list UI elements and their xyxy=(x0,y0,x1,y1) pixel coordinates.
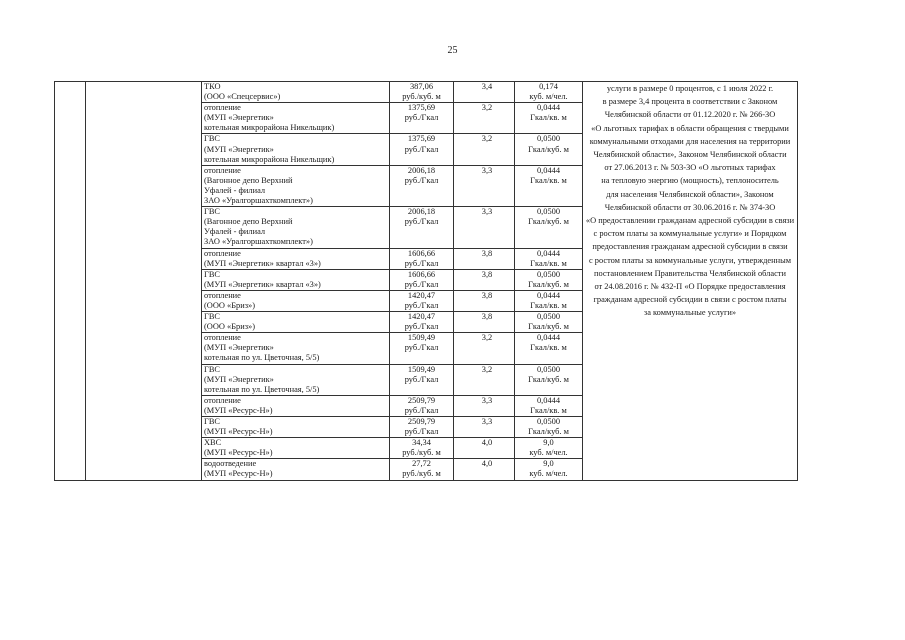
service-line: отопление xyxy=(204,290,241,300)
norm-line: куб. м/чел. xyxy=(529,92,568,102)
legal-basis-line: Челябинской области от 30.06.2016 г. № 374-ЗО xyxy=(604,202,776,212)
service-line: (МУП «Энергетик» xyxy=(204,374,274,384)
legal-basis-line: постановлением Правительства Челябинской области xyxy=(594,268,786,278)
tariff-line: руб./Гкал xyxy=(404,144,439,154)
norm-line: Гкал/куб. м xyxy=(528,374,569,384)
norm-line: Гкал/куб. м xyxy=(528,144,569,154)
tariff-line: 34,34 xyxy=(412,438,431,448)
tariff-line: 387,06 xyxy=(409,82,434,91)
norm-line: 0,0500 xyxy=(536,207,561,217)
norm-line: 0,0444 xyxy=(536,395,561,405)
service-line: (МУП «Ресурс-Н») xyxy=(204,427,273,437)
tariff-line: руб./Гкал xyxy=(404,258,439,268)
norm-line: 0,0444 xyxy=(536,248,561,258)
tariff-line: руб./куб. м xyxy=(402,469,441,479)
tariff-line: руб./Гкал xyxy=(404,322,439,332)
percent-value: 3,2 xyxy=(481,103,493,113)
legal-basis-line: за коммунальные услуги» xyxy=(643,308,737,318)
tariff-line: 1420,47 xyxy=(407,290,436,300)
service-line: котельная по ул. Цветочная, 5/5) xyxy=(204,353,320,363)
service-line: ЗАО «Уралгоршахткомплект») xyxy=(204,196,313,206)
service-line: ТКО xyxy=(204,82,221,91)
percent-cell xyxy=(454,395,515,416)
norm-cell xyxy=(515,134,583,165)
norm-line: куб. м/чел. xyxy=(529,448,568,458)
norm-cell xyxy=(515,103,583,134)
legal-basis-line: «О предоставлении гражданам адресной субсидии в связи xyxy=(585,216,795,226)
legal-basis-line: «О льготных тарифах в области обращения с твердыми xyxy=(591,123,789,133)
service-cell xyxy=(202,438,390,459)
norm-line: Гкал/кв. м xyxy=(530,113,567,123)
percent-value: 3,3 xyxy=(481,417,493,426)
service-cell xyxy=(202,290,390,311)
tariff-cell xyxy=(390,82,454,103)
tariff-line: 2509,79 xyxy=(407,417,436,426)
service-cell xyxy=(202,364,390,395)
tariff-cell xyxy=(390,459,454,480)
service-line: (ООО «Бриз») xyxy=(204,322,255,332)
percent-cell xyxy=(454,312,515,333)
service-line: ГВС xyxy=(204,134,221,144)
tariff-line: руб./Гкал xyxy=(404,113,439,123)
tariff-line: руб./куб. м xyxy=(402,448,441,458)
norm-line: 0,0500 xyxy=(536,364,561,374)
percent-cell xyxy=(454,438,515,459)
tariff-line: руб./Гкал xyxy=(404,217,439,227)
service-cell xyxy=(202,417,390,438)
service-line: (Вагонное депо Верхний xyxy=(204,175,293,185)
tariff-cell xyxy=(390,333,454,364)
percent-cell xyxy=(454,207,515,248)
norm-cell xyxy=(515,312,583,333)
tariff-cell xyxy=(390,248,454,269)
norm-line: 9,0 xyxy=(543,459,554,469)
service-cell xyxy=(202,312,390,333)
tariff-line: руб./Гкал xyxy=(404,175,439,185)
service-line: (МУП «Энергетик» xyxy=(204,113,274,123)
norm-line: Гкал/куб. м xyxy=(528,279,569,289)
tariff-cell xyxy=(390,395,454,416)
service-line: ГВС xyxy=(204,269,221,279)
service-line: отопление xyxy=(204,165,241,175)
norm-line: 0,0444 xyxy=(536,103,561,113)
norm-line: Гкал/кв. м xyxy=(530,405,567,415)
norm-cell xyxy=(515,290,583,311)
tariff-line: 1375,69 xyxy=(407,134,436,144)
page-number: 25 xyxy=(447,45,458,56)
service-cell xyxy=(202,103,390,134)
percent-value: 3,2 xyxy=(481,134,493,144)
norm-line: 0,174 xyxy=(539,82,558,91)
norm-cell xyxy=(515,438,583,459)
norm-cell xyxy=(515,269,583,290)
percent-value: 4,0 xyxy=(481,438,493,448)
service-line: отопление xyxy=(204,395,241,405)
percent-cell xyxy=(454,364,515,395)
norm-cell xyxy=(515,165,583,206)
norm-line: Гкал/кв. м xyxy=(530,175,567,185)
legal-basis-line: с ростом платы за коммунальные услуги» и Порядком xyxy=(593,229,787,239)
service-line: котельная по ул. Цветочная, 5/5) xyxy=(204,384,320,394)
tariff-line: 27,72 xyxy=(412,459,431,469)
percent-cell xyxy=(454,459,515,480)
percent-value: 3,8 xyxy=(481,312,493,322)
norm-line: Гкал/куб. м xyxy=(528,322,569,332)
service-line: отопление xyxy=(204,333,241,343)
percent-value: 3,8 xyxy=(481,248,493,258)
norm-cell xyxy=(515,459,583,480)
percent-value: 3,2 xyxy=(481,364,493,374)
service-line: отопление xyxy=(204,248,241,258)
service-line: (МУП «Ресурс-Н») xyxy=(204,448,273,458)
norm-cell xyxy=(515,417,583,438)
norm-line: Гкал/кв. м xyxy=(530,300,567,310)
tariff-line: руб./Гкал xyxy=(404,405,439,415)
percent-value: 3,3 xyxy=(481,395,493,405)
service-line: (МУП «Ресурс-Н») xyxy=(204,405,273,415)
norm-line: Гкал/кв. м xyxy=(530,258,567,268)
norm-line: 0,0500 xyxy=(536,312,561,322)
legal-basis-line: услуги в размере 0 процентов, с 1 июля 2022 г. xyxy=(606,84,774,93)
service-cell xyxy=(202,269,390,290)
tariff-line: 2509,79 xyxy=(407,395,436,405)
service-cell xyxy=(202,459,390,480)
service-line: (МУП «Ресурс-Н») xyxy=(204,469,273,479)
service-line: отопление xyxy=(204,103,241,113)
service-cell xyxy=(202,134,390,165)
tariff-line: 1420,47 xyxy=(407,312,436,322)
service-line: ГВС xyxy=(204,312,221,322)
service-line: Уфалей - филиал xyxy=(204,185,266,195)
legal-basis-line: от 24.08.2016 г. № 432-П «О Порядке предоставления xyxy=(594,282,786,292)
tariff-cell xyxy=(390,103,454,134)
service-line: (ООО «Бриз») xyxy=(204,300,255,310)
percent-cell xyxy=(454,269,515,290)
service-line: (МУП «Энергетик» квартал «3») xyxy=(204,279,321,289)
service-cell xyxy=(202,165,390,206)
tariff-line: 1509,49 xyxy=(407,364,436,374)
percent-value: 3,8 xyxy=(481,269,493,279)
row-number-cell xyxy=(55,82,86,481)
legal-basis-line: коммунальными отходами для населения на территории xyxy=(589,136,791,146)
service-line: ГВС xyxy=(204,207,221,217)
percent-value: 3,3 xyxy=(481,207,493,217)
tariff-cell xyxy=(390,269,454,290)
tariff-line: 2006,18 xyxy=(407,207,436,217)
tariff-cell xyxy=(390,417,454,438)
tariff-cell xyxy=(390,312,454,333)
norm-line: 9,0 xyxy=(543,438,554,448)
tariff-line: руб./Гкал xyxy=(404,343,439,353)
legal-basis-line: гражданам адресной субсидии в связи с ростом платы xyxy=(593,295,787,305)
tariff-line: руб./Гкал xyxy=(404,427,439,437)
service-cell xyxy=(202,207,390,248)
service-line: котельная микрорайона Никельщик) xyxy=(204,154,335,164)
legal-basis-line: для населения Челябинской области», Законом xyxy=(606,189,774,199)
percent-value: 3,3 xyxy=(481,165,493,175)
norm-line: 0,0444 xyxy=(536,290,561,300)
service-line: Уфалей - филиал xyxy=(204,227,266,237)
legal-basis-line: в размере 3,4 процента в соответствии с Законом xyxy=(602,97,778,107)
tariff-table xyxy=(54,81,798,481)
table-row xyxy=(55,82,798,103)
tariff-line: руб./Гкал xyxy=(404,300,439,310)
norm-line: 0,0444 xyxy=(536,165,561,175)
percent-cell xyxy=(454,103,515,134)
norm-line: 0,0500 xyxy=(536,134,561,144)
norm-line: Гкал/куб. м xyxy=(528,217,569,227)
norm-cell xyxy=(515,395,583,416)
norm-line: 0,0500 xyxy=(536,417,561,426)
service-line: ГВС xyxy=(204,417,221,426)
tariff-line: 1375,69 xyxy=(407,103,436,113)
norm-line: 0,0444 xyxy=(536,333,561,343)
service-line: (МУП «Энергетик» xyxy=(204,144,274,154)
tariff-line: 1606,66 xyxy=(407,269,436,279)
legal-basis-line: Челябинской области от 01.12.2020 г. № 266-ЗО xyxy=(604,110,776,120)
service-line: (МУП «Энергетик» квартал «3») xyxy=(204,258,321,268)
service-cell xyxy=(202,395,390,416)
tariff-cell xyxy=(390,364,454,395)
norm-line: 0,0500 xyxy=(536,269,561,279)
municipality-cell xyxy=(86,82,202,481)
norm-line: Гкал/кв. м xyxy=(530,343,567,353)
percent-cell xyxy=(454,333,515,364)
tariff-line: 1509,49 xyxy=(407,333,436,343)
tariff-cell xyxy=(390,134,454,165)
legal-basis-line: с ростом платы за коммунальные услуги, утвержденным xyxy=(588,255,792,265)
service-cell xyxy=(202,333,390,364)
tariff-cell xyxy=(390,207,454,248)
service-cell xyxy=(202,82,390,103)
service-line: котельная микрорайона Никельщик) xyxy=(204,123,335,133)
legal-basis-line: на тепловую энергию (мощность), теплоноситель xyxy=(601,176,779,186)
norm-cell xyxy=(515,207,583,248)
tariff-cell xyxy=(390,438,454,459)
service-line: ЗАО «Уралгоршахткомплект») xyxy=(204,237,313,247)
tariff-line: 1606,66 xyxy=(407,248,436,258)
norm-line: Гкал/куб. м xyxy=(528,427,569,437)
tariff-cell xyxy=(390,165,454,206)
norm-cell xyxy=(515,333,583,364)
legal-basis-line: Челябинской области», Законом Челябинской области xyxy=(593,150,787,160)
tariff-cell xyxy=(390,290,454,311)
norm-cell xyxy=(515,248,583,269)
norm-line: куб. м/чел. xyxy=(529,469,568,479)
percent-value: 3,8 xyxy=(481,290,493,300)
norm-cell xyxy=(515,364,583,395)
percent-cell xyxy=(454,134,515,165)
service-line: (МУП «Энергетик» xyxy=(204,343,274,353)
service-line: ГВС xyxy=(204,364,221,374)
percent-cell xyxy=(454,82,515,103)
percent-value: 3,4 xyxy=(481,82,493,91)
percent-cell xyxy=(454,165,515,206)
percent-cell xyxy=(454,248,515,269)
legal-basis-cell xyxy=(583,82,798,481)
tariff-table-body xyxy=(55,82,798,481)
tariff-line: руб./куб. м xyxy=(402,92,441,102)
tariff-line: руб./Гкал xyxy=(404,374,439,384)
percent-value: 4,0 xyxy=(481,459,493,469)
service-line: (ООО «Спецсервис») xyxy=(204,92,281,102)
service-line: ХВС xyxy=(204,438,222,448)
tariff-line: руб./Гкал xyxy=(404,279,439,289)
service-line: (Вагонное депо Верхний xyxy=(204,217,293,227)
legal-basis-line: от 27.06.2013 г. № 503-ЗО «О льготных тарифах xyxy=(604,163,776,173)
percent-value: 3,2 xyxy=(481,333,493,343)
service-line: водоотведение xyxy=(204,459,257,469)
percent-cell xyxy=(454,417,515,438)
percent-cell xyxy=(454,290,515,311)
tariff-line: 2006,18 xyxy=(407,165,436,175)
service-cell xyxy=(202,248,390,269)
legal-basis-line: предоставления гражданам адресной субсидии в связи xyxy=(592,242,788,252)
norm-cell xyxy=(515,82,583,103)
